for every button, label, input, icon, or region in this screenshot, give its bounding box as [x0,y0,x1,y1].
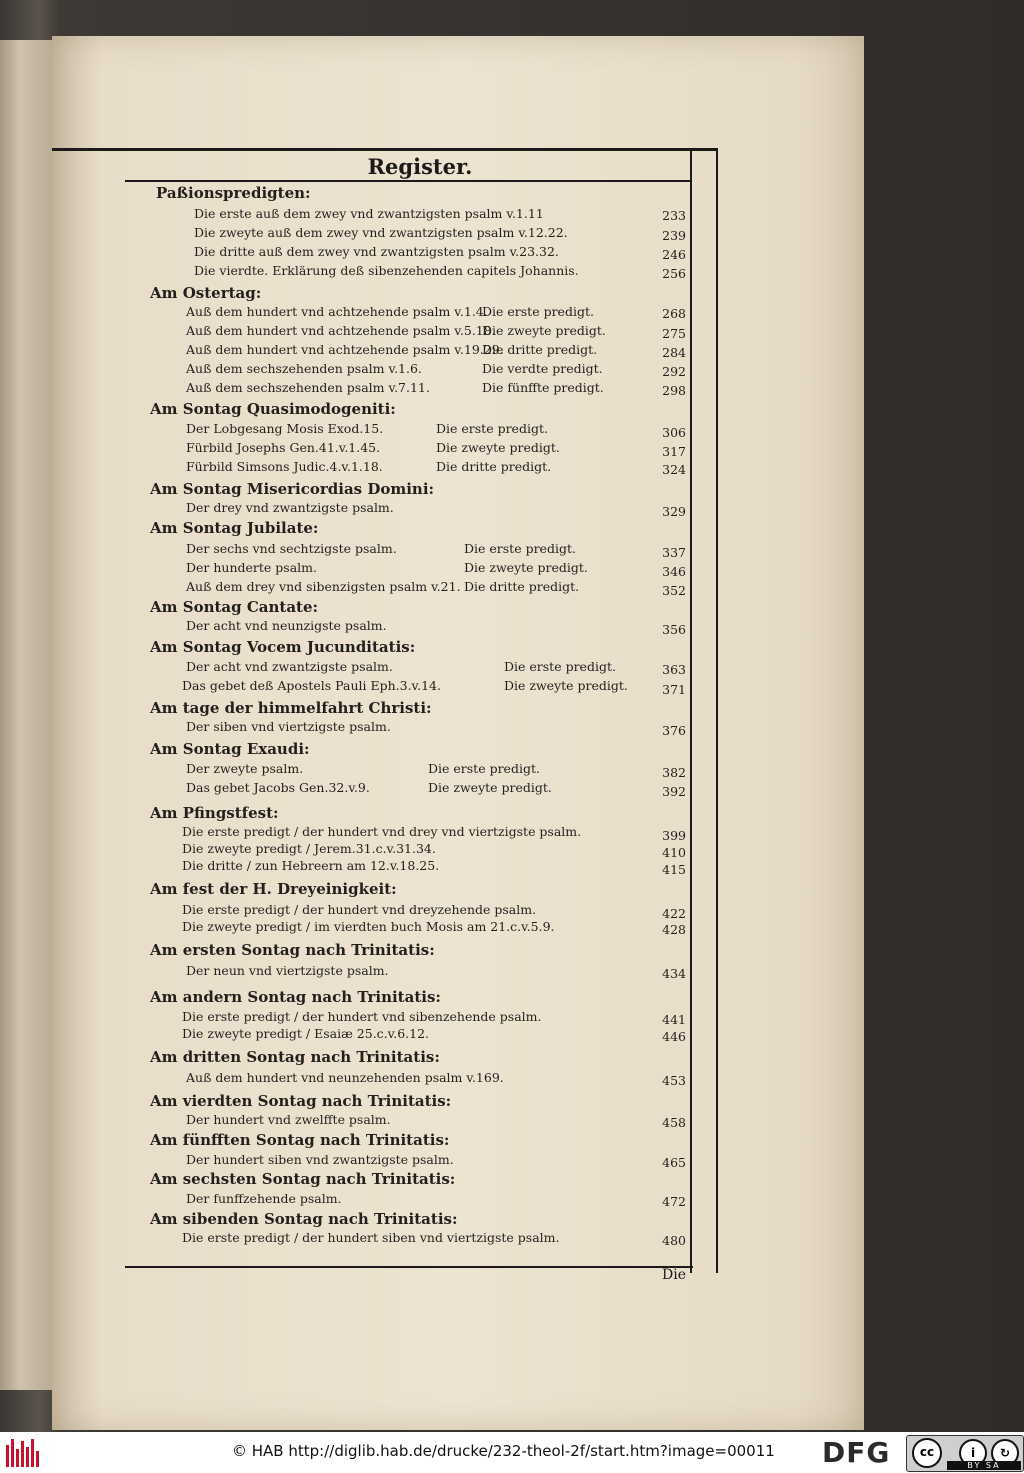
register-heading: Am vierdten Sontag nach Trinitatis: [150,1092,452,1110]
register-entry: Die erste predigt. [504,659,616,674]
register-heading: Am sechsten Sontag nach Trinitatis: [150,1170,456,1188]
register-entry: Die erste predigt / der hundert vnd dreyzehende psalm. [182,902,537,917]
register-entry: Die vierdte. Erklärung deß sibenzehenden capitels Johannis. [194,263,579,278]
register-entry: Die zweyte predigt / im vierdten buch Mosis am 21.c.v.5.9. [182,919,555,934]
previous-page-edge [0,40,56,1390]
register-entry: Die zweyte predigt / Jerem.31.c.v.31.34. [182,841,436,856]
page-number: 298 [662,383,686,398]
register-heading: Am Sontag Vocem Jucunditatis: [150,638,416,656]
page-number: 458 [662,1115,686,1130]
page-number: 256 [662,266,686,281]
register-entry: Der acht vnd neunzigste psalm. [186,618,387,633]
dfg-logo: DFG [822,1436,891,1469]
register-entry: Die zweyte predigt. [436,440,560,455]
page-number: 356 [662,622,686,637]
page-number: 376 [662,723,686,738]
register-entry: Der siben vnd viertzigste psalm. [186,719,391,734]
page-frame-bottom [125,1266,693,1268]
register-entry: Die zweyte predigt. [464,560,588,575]
register-entry: Das gebet Jacobs Gen.32.v.9. [186,780,370,795]
page-number: 233 [662,208,686,223]
register-entry: Der acht vnd zwantzigste psalm. [186,659,393,674]
license-label: BY SA [947,1461,1021,1470]
register-entry: Der drey vnd zwantzigste psalm. [186,500,394,515]
register-entry: Der zweyte psalm. [186,761,304,776]
page-number: 422 [662,906,686,921]
register-entry: Der hunderte psalm. [186,560,317,575]
page-number: 337 [662,545,686,560]
page-number: 363 [662,662,686,677]
page-number: 246 [662,247,686,262]
register-heading: Am Sontag Quasimodogeniti: [150,400,396,418]
cc-license-badge[interactable] [906,1435,1024,1472]
register-entry: Fürbild Simsons Judic.4.v.1.18. [186,459,383,474]
page-number: 324 [662,462,686,477]
register-entry: Die erste predigt. [428,761,540,776]
page-number: 392 [662,784,686,799]
register-entry: Die dritte auß dem zwey vnd zwantzigsten psalm v.23.32. [194,244,559,259]
register-entry: Die dritte predigt. [436,459,552,474]
register-heading: Am Ostertag: [150,284,262,302]
page-number: 410 [662,845,686,860]
register-entry: Der Lobgesang Mosis Exod.15. [186,421,384,436]
register-heading: Am sibenden Sontag nach Trinitatis: [150,1210,458,1228]
register-heading: Paßionspredigten: [156,184,311,202]
register-entry: Die dritte / zun Hebreern am 12.v.18.25. [182,858,440,873]
page-frame-top [52,148,718,151]
register-entry: Die erste auß dem zwey vnd zwantzigsten psalm v.1.11 [194,206,544,221]
page-number: 453 [662,1073,686,1088]
register-entry: Die erste predigt. [436,421,548,436]
register-heading: Am ersten Sontag nach Trinitatis: [150,941,435,959]
hab-logo-icon [6,1437,40,1467]
register-entry: Die erste predigt / der hundert siben vnd viertzigste psalm. [182,1230,560,1245]
page-number: 428 [662,922,686,937]
register-entry: Die zweyte predigt. [428,780,552,795]
register-entry: Die erste predigt. [464,541,576,556]
header-rule [125,180,690,182]
page-number: 415 [662,862,686,877]
register-entry: Die zweyte predigt. [504,678,628,693]
register-entry: Fürbild Josephs Gen.41.v.1.45. [186,440,381,455]
register-entry: Auß dem sechszehenden psalm v.1.6. [186,361,422,376]
page-number: 480 [662,1233,686,1248]
register-entry: Die fünffte predigt. [482,380,604,395]
copyright-link[interactable]: © HAB http://diglib.hab.de/drucke/232-theol-2f/start.htm?image=00011 [232,1442,775,1460]
register-heading: Am Sontag Cantate: [150,598,319,616]
register-entry: Auß dem hundert vnd achtzehende psalm v.5.18. [186,323,496,338]
page-number: 382 [662,765,686,780]
page-number: 329 [662,504,686,519]
page-number: 346 [662,564,686,579]
page-number: 465 [662,1155,686,1170]
register-entry: Die zweyte auß dem zwey vnd zwantzigsten psalm v.12.22. [194,225,568,240]
page-number: 292 [662,364,686,379]
page-number: 268 [662,306,686,321]
register-entry: Der neun vnd viertzigste psalm. [186,963,389,978]
cc-icon: cc [912,1438,942,1468]
register-heading: Am Sontag Jubilate: [150,519,319,537]
register-heading: Am fünfften Sontag nach Trinitatis: [150,1131,450,1149]
register-entry: Der hundert vnd zwelffte psalm. [186,1112,391,1127]
register-entry: Die erste predigt. [482,304,594,319]
register-entry: Auß dem drey vnd sibenzigsten psalm v.21. [186,579,461,594]
register-entry: Die verdte predigt. [482,361,603,376]
share-alike-icon: ↻ [991,1439,1019,1467]
attribution-icon: i [959,1439,987,1467]
register-entry: Der funffzehende psalm. [186,1191,342,1206]
page-number: 371 [662,682,686,697]
page-number: 275 [662,326,686,341]
register-entry: Der sechs vnd sechtzigste psalm. [186,541,397,556]
register-heading: Am Sontag Misericordias Domini: [150,480,435,498]
register-heading: Am tage der himmelfahrt Christi: [150,699,432,717]
register-entry: Auß dem hundert vnd neunzehenden psalm v.169. [186,1070,504,1085]
catchword: Die [662,1267,686,1283]
register-entry: Die dritte predigt. [464,579,580,594]
register-entry: Die zweyte predigt. [482,323,606,338]
register-entry: Das gebet deß Apostels Pauli Eph.3.v.14. [182,678,441,693]
page-number: 317 [662,444,686,459]
register-entry: Auß dem hundert vnd achtzehende psalm v.19.29. [186,342,504,357]
page-frame-outer-right [716,148,718,1273]
page-number: 441 [662,1012,686,1027]
page-number: 306 [662,425,686,440]
page-number: 399 [662,828,686,843]
register-entry: Die zweyte predigt / Esaiæ 25.c.v.6.12. [182,1026,430,1041]
register-heading: Am dritten Sontag nach Trinitatis: [150,1048,440,1066]
register-entry: Der hundert siben vnd zwantzigste psalm. [186,1152,454,1167]
page-title: Register. [367,154,473,179]
page-number: 352 [662,583,686,598]
page-frame-right [690,148,692,1273]
register-entry: Die erste predigt / der hundert vnd drey vnd viertzigste psalm. [182,824,582,839]
viewer-footer [0,1432,1024,1473]
page-number: 446 [662,1029,686,1044]
register-entry: Die erste predigt / der hundert vnd sibenzehende psalm. [182,1009,542,1024]
page-number: 284 [662,345,686,360]
register-heading: Am andern Sontag nach Trinitatis: [150,988,441,1006]
register-entry: Auß dem hundert vnd achtzehende psalm v.1.4. [186,304,488,319]
page-number: 239 [662,228,686,243]
register-heading: Am Sontag Exaudi: [150,740,310,758]
register-entry: Auß dem sechszehenden psalm v.7.11. [186,380,430,395]
register-heading: Am fest der H. Dreyeinigkeit: [150,880,397,898]
register-heading: Am Pfingstfest: [150,804,279,822]
register-entry: Die dritte predigt. [482,342,598,357]
page-number: 434 [662,966,686,981]
page-number: 472 [662,1194,686,1209]
